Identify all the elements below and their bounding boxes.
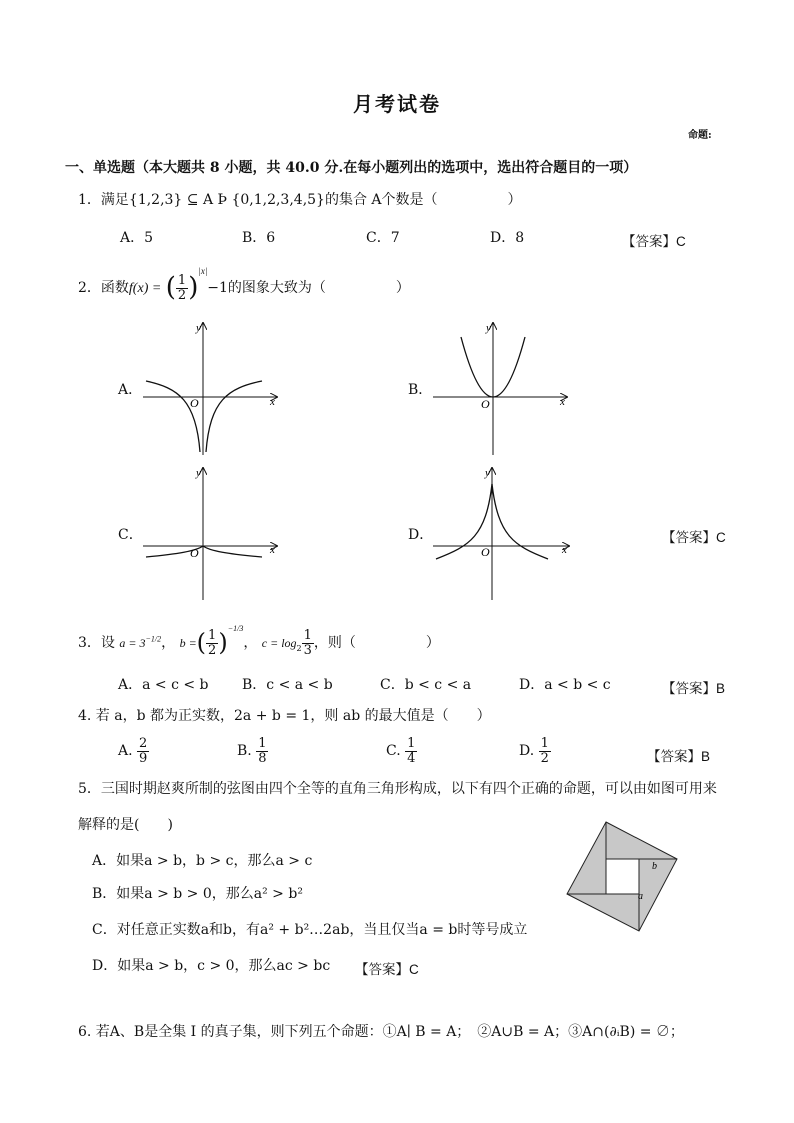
q4-stem: 4. 若 a，b 都为正实数，2a + b = 1，则 ab 的最大值是（ ） [78, 708, 491, 724]
graph-a-curve-left [146, 381, 200, 452]
q3-option-d: D．a < b < c [519, 677, 611, 693]
q2-frac-num: 1 [177, 272, 187, 288]
q4-option-a [118, 737, 149, 765]
q3-option-c: C．b < c < a [380, 677, 472, 693]
q2-exponent: |x| [198, 266, 208, 276]
q1-stem: 1．满足{1,2,3} ⊆ A Þ {0,1,2,3,4,5}的集合 A个数是（ ） [78, 192, 522, 208]
q2-answer: 【答案】C [662, 530, 726, 545]
graph-c-curve [146, 546, 262, 557]
q3-b-fraction [206, 629, 218, 657]
q4-option-c-label: C. [386, 743, 401, 760]
q4-option-d-frac [539, 737, 551, 765]
q3-b-num: 1 [208, 627, 217, 643]
q3-b-paren-close: ) [218, 628, 228, 657]
q2-graph-label-b: B． [408, 382, 433, 398]
zhao-shuang-diagram [567, 822, 677, 931]
graph-c [143, 467, 277, 600]
graph-c-y-label: y [196, 467, 201, 479]
q4-option-a-den: 9 [139, 750, 148, 766]
graph-d [433, 467, 569, 600]
graph-a [143, 322, 277, 455]
q4-option-b [237, 737, 268, 765]
graph-d-curve-right [492, 484, 548, 559]
page-title: 月考试卷 [353, 92, 441, 116]
q4-option-c-frac [405, 737, 417, 765]
graph-b-x-label: x [560, 396, 565, 408]
graph-c-origin: O [190, 546, 199, 560]
q3-option-b: B．c < a < b [242, 677, 333, 693]
q1-option-a: A．5 [120, 230, 154, 246]
q2-paren-open: ( [165, 272, 176, 303]
q3-a-def: a = 3 [119, 636, 146, 650]
author-label: 命题: [688, 130, 712, 141]
q4-option-b-label: B. [237, 743, 252, 760]
q3-c-sub: 2 [296, 643, 302, 653]
graph-a-x-label: x [270, 396, 275, 408]
graph-c-x-label: x [270, 544, 275, 556]
section-heading: 一、单选题（本大题共 8 小题，共 40.0 分.在每小题列出的选项中，选出符合题目的一项） [65, 160, 638, 176]
q2-prefix: 2．函数 [78, 280, 129, 296]
q3-c-den: 3 [303, 642, 312, 658]
q2-fx: f(x) = [128, 281, 162, 296]
q4-option-b-num: 1 [258, 736, 267, 751]
graph-d-origin: O [481, 545, 490, 559]
q2-paren-close: ) [188, 272, 199, 303]
q4-option-d-num: 1 [540, 736, 549, 751]
diagram-label-b: b [652, 861, 657, 872]
q4-option-c [386, 737, 417, 765]
q4-option-d-den: 2 [540, 750, 549, 766]
graph-b-y-label: y [486, 322, 491, 334]
q4-option-a-frac [137, 737, 149, 765]
graph-d-x-label: x [562, 544, 567, 556]
q5-stem-line2: 解释的是( ) [78, 817, 173, 833]
graph-a-origin: O [190, 396, 199, 410]
q3-c-def: c = log [261, 636, 297, 650]
q4-option-b-frac [256, 737, 268, 765]
q6-stem: 6. 若A、B是全集 I 的真子集，则下列五个命题：①A∣ B = A； ②A∪B = A；③A∩(∂ᵢB) = ∅； [78, 1024, 684, 1040]
graph-d-y-label: y [485, 467, 490, 479]
q4-option-d-label: D. [519, 743, 535, 760]
q5-stem-line1: 5．三国时期赵爽所制的弦图由四个全等的直角三角形构成，以下有四个正确的命题，可以由如图可用来 [78, 781, 717, 797]
q5-option-b: B．如果a > b > 0，那么a² > b² [92, 886, 303, 902]
q3-answer: 【答案】B [662, 681, 726, 696]
q2-graph-label-c: C． [118, 527, 143, 543]
q3-b-exp: −1/3 [227, 624, 244, 633]
q4-option-d [519, 737, 551, 765]
q5-option-c: C．对任意正实数a和b，有a² + b²…2ab，当且仅当a = b时等号成立 [92, 922, 528, 938]
q2-graph-label-a: A． [118, 382, 143, 398]
q3-a-exp: −1/2 [145, 634, 162, 644]
q4-option-a-label: A. [118, 743, 133, 760]
q3-stem: 3．设 $a = 3^{-1/2}$， b =( $\frac{1}{2}$ )$^{-1/3}$， $c = \log_2$ $\frac{1}{3}$ ，则（ ） [78, 624, 440, 658]
q5-option-d: D．如果a > b，c > 0，那么ac > bc [92, 958, 331, 974]
diagram-inner-square [606, 859, 639, 894]
q4-option-b-den: 8 [258, 750, 267, 766]
q5-answer: 【答案】C [355, 962, 419, 977]
q3-b-den: 2 [208, 642, 217, 658]
q2-graph-label-d: D． [408, 527, 434, 543]
graph-a-y-label: y [196, 322, 201, 334]
q3-option-a: A．a < c < b [118, 677, 209, 693]
q3-b-paren-open: ( [196, 628, 207, 657]
q3-prefix: 3．设 [78, 635, 115, 651]
q4-answer: 【答案】B [647, 749, 711, 764]
q3-c-num: 1 [303, 627, 312, 643]
q4-option-c-num: 1 [407, 736, 416, 751]
q3-c-fraction [302, 629, 314, 657]
q1-answer: 【答案】C [622, 234, 686, 249]
q3-b-def: b = [179, 636, 197, 650]
q3-suffix: ，则（ ） [313, 635, 440, 651]
graph-b-origin: O [481, 397, 490, 411]
q1-option-c: C．7 [366, 230, 400, 246]
q5-option-a: A．如果a > b，b > c，那么a > c [92, 853, 313, 869]
diagram-label-a: a [638, 891, 643, 902]
q2-frac-den: 2 [177, 287, 187, 303]
graph-a-curve-right [206, 381, 262, 452]
q4-option-c-den: 4 [407, 750, 416, 766]
q2-suffix: −1的图象大致为（ ） [207, 280, 410, 296]
q1-option-b: B．6 [242, 230, 276, 246]
graph-b [433, 322, 567, 455]
q4-option-a-num: 2 [139, 736, 148, 751]
q1-option-d: D．8 [490, 230, 525, 246]
